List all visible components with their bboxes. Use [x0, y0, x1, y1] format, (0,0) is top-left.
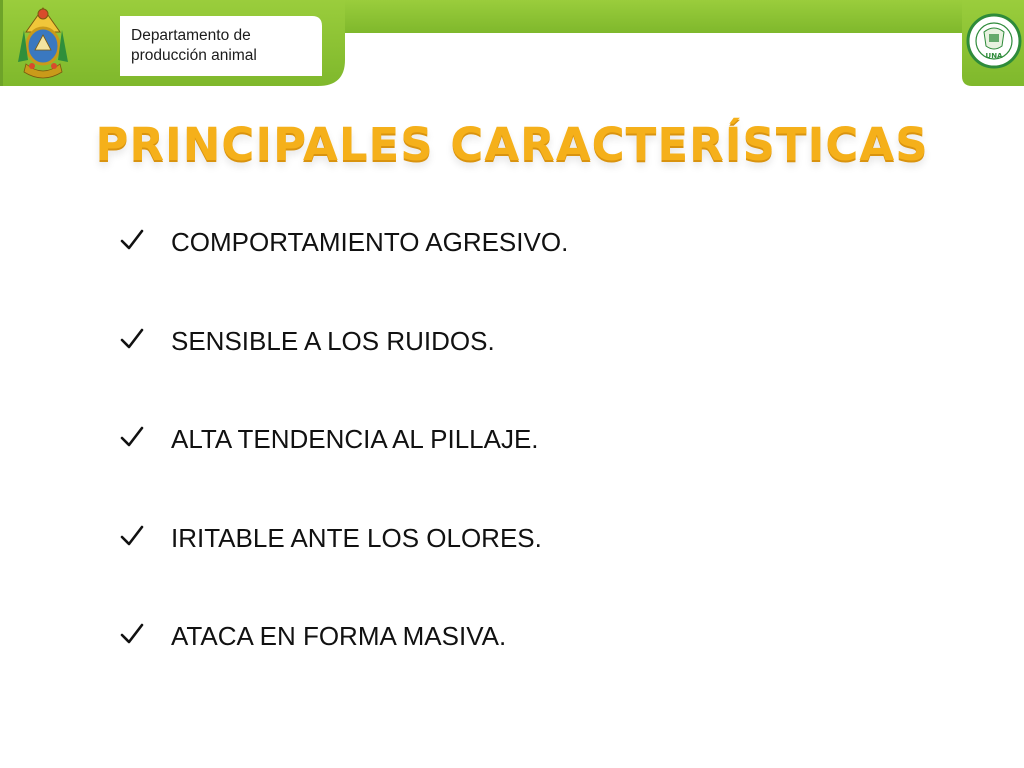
- list-item: [118, 419, 568, 518]
- list-item: [118, 616, 568, 715]
- slide-title: PRINCIPALES CARACTERÍSTICAS: [95, 118, 929, 171]
- checkmark-icon: [118, 325, 146, 353]
- checkmark-icon: [118, 423, 146, 451]
- department-line-1: Departamento de: [131, 27, 251, 44]
- department-label: [131, 26, 257, 66]
- department-line-2: producción animal: [131, 47, 257, 64]
- list-item-text: IRITABLE ANTE LOS OLORES.: [171, 522, 542, 553]
- list-item-text: ALTA TENDENCIA AL PILLAJE.: [171, 424, 539, 454]
- list-item-text: COMPORTAMIENTO AGRESIVO.: [171, 227, 569, 257]
- list-item: [118, 222, 568, 321]
- university-seal-icon: [966, 2, 1022, 80]
- list-item: [118, 518, 568, 617]
- checkmark-icon: [118, 226, 146, 254]
- coat-of-arms-icon: [14, 2, 72, 80]
- characteristics-list: [118, 222, 568, 715]
- list-item-text: SENSIBLE A LOS RUIDOS.: [171, 325, 495, 356]
- list-item: [118, 321, 568, 420]
- checkmark-icon: [118, 522, 146, 550]
- seal-text: UNA: [985, 52, 1003, 60]
- list-item-text: ATACA EN FORMA MASIVA.: [171, 621, 507, 651]
- checkmark-icon: [118, 620, 146, 648]
